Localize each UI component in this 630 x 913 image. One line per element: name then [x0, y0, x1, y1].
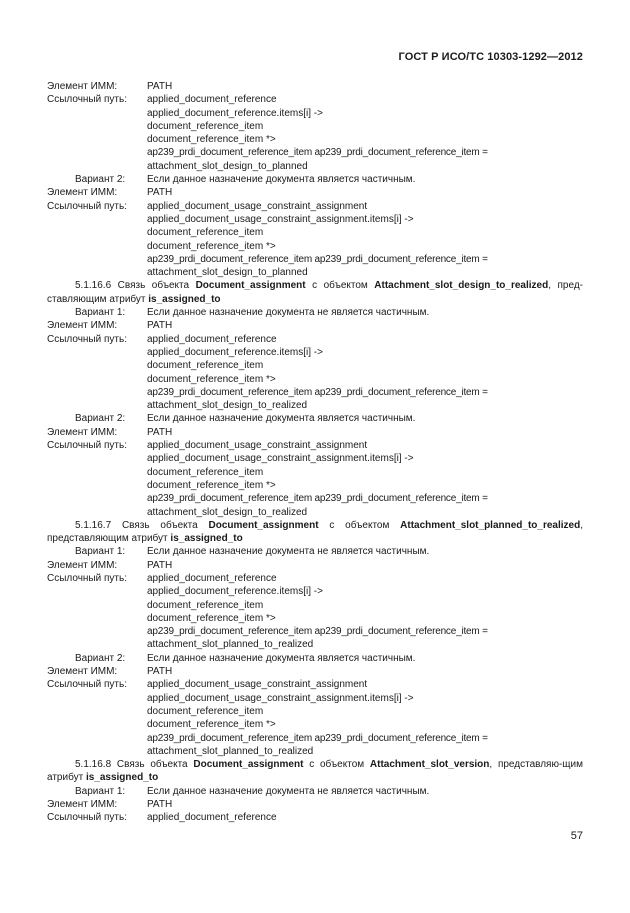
mapping-row	[47, 93, 583, 106]
path-value: PATH	[147, 799, 173, 811]
ref-path-line: document_reference_item *>	[147, 134, 276, 146]
ref-path-line: document_reference_item	[147, 466, 264, 478]
mapping-row	[47, 705, 583, 718]
path-value: PATH	[147, 187, 173, 199]
ref-path-line: document_reference_item	[147, 360, 264, 372]
element-label: Элемент ИММ:	[47, 426, 118, 438]
section-heading-5-1-16-7: 5.1.16.7 Связь объекта Document_assignment с объектом Attachment_slot_planned_to_realized, представляющим атрибут is_assigned_to	[47, 519, 583, 545]
ref-path-line: applied_document_reference.items[i] ->	[147, 107, 323, 119]
path-value: PATH	[147, 81, 173, 92]
document-header: ГОСТ Р ИСО/ТС 10303-1292—2012	[398, 51, 583, 63]
mapping-row	[47, 346, 583, 359]
ref-path-line: applied_document_reference.items[i] ->	[147, 586, 323, 598]
ref-path-line: applied_document_usage_constraint_assignment	[147, 200, 368, 212]
ref-path-line: document_reference_item	[147, 227, 264, 239]
mapping-row	[47, 266, 583, 279]
mapping-row	[47, 785, 583, 798]
mapping-row	[47, 386, 583, 399]
variant-text: Если данное назначение документа является частичным.	[147, 174, 416, 186]
mapping-row	[47, 625, 583, 638]
variant-label: Вариант 2:	[75, 413, 126, 425]
mapping-row	[47, 160, 583, 173]
ref-path-line: applied_document_usage_constraint_assignment	[147, 440, 368, 452]
ref-path-label: Ссылочный путь:	[47, 679, 127, 691]
mapping-row	[47, 426, 583, 439]
mapping-row	[47, 253, 583, 266]
mapping-row	[47, 412, 583, 425]
element-label: Элемент ИММ:	[47, 559, 118, 571]
ref-path-line: document_reference_item	[147, 705, 264, 717]
element-label: Элемент ИММ:	[47, 81, 118, 92]
mapping-row	[47, 612, 583, 625]
ref-path-line: applied_document_usage_constraint_assignment.items[i] ->	[147, 692, 414, 704]
variant-text: Если данное назначение документа не является частичным.	[147, 785, 430, 797]
path-value: PATH	[147, 426, 173, 438]
mapping-row	[47, 213, 583, 226]
element-label: Элемент ИММ:	[47, 187, 118, 199]
element-label: Элемент ИММ:	[47, 799, 118, 811]
mapping-row	[47, 133, 583, 146]
ref-path-label: Ссылочный путь:	[47, 94, 127, 106]
ref-path-line: ap239_prdi_document_reference_item ap239_prdi_document_reference_item =	[147, 732, 488, 744]
mapping-row	[47, 146, 583, 159]
element-label: Элемент ИММ:	[47, 666, 118, 678]
ref-path-label: Ссылочный путь:	[47, 200, 127, 212]
mapping-row	[47, 80, 583, 93]
ref-path-line: attachment_slot_design_to_planned	[147, 267, 308, 279]
variant-text: Если данное назначение документа является частичным.	[147, 652, 416, 664]
mapping-row	[47, 652, 583, 665]
ref-path-line: applied_document_reference	[147, 94, 277, 106]
mapping-row	[47, 319, 583, 332]
mapping-row	[47, 107, 583, 120]
mapping-row	[47, 466, 583, 479]
mapping-row	[47, 732, 583, 745]
ref-path-line: document_reference_item *>	[147, 719, 276, 731]
ref-path-line: ap239_prdi_document_reference_item ap239_prdi_document_reference_item =	[147, 493, 488, 505]
ref-path-line: document_reference_item	[147, 120, 264, 132]
mapping-row	[47, 399, 583, 412]
mapping-row	[47, 559, 583, 572]
mapping-row	[47, 585, 583, 598]
ref-path-line: attachment_slot_design_to_realized	[147, 400, 308, 412]
ref-path-line: applied_document_usage_constraint_assignment	[147, 679, 368, 691]
path-value: PATH	[147, 320, 173, 332]
variant-text: Если данное назначение документа не является частичным.	[147, 546, 430, 558]
ref-path-label: Ссылочный путь:	[47, 333, 127, 345]
mapping-row	[47, 452, 583, 465]
mapping-row	[47, 359, 583, 372]
ref-path-line: attachment_slot_planned_to_realized	[147, 745, 314, 757]
mapping-row	[47, 545, 583, 558]
section-heading-5-1-16-6: 5.1.16.6 Связь объекта Document_assignment с объектом Attachment_slot_design_to_realized, пред-ставляющим атрибут is_assigned_to	[47, 280, 583, 305]
ref-path-line: ap239_prdi_document_reference_item ap239_prdi_document_reference_item =	[147, 147, 488, 159]
ref-path-line: ap239_prdi_document_reference_item ap239_prdi_document_reference_item =	[147, 253, 488, 265]
mapping-row	[47, 798, 583, 811]
mapping-row	[47, 811, 583, 824]
mapping-row	[47, 373, 583, 386]
mapping-row	[47, 665, 583, 678]
ref-path-line: applied_document_reference	[147, 333, 277, 345]
page-content	[47, 80, 583, 825]
mapping-row	[47, 638, 583, 651]
mapping-row	[47, 173, 583, 186]
variant-text: Если данное назначение документа не является частичным.	[147, 307, 430, 319]
mapping-row	[47, 692, 583, 705]
ref-path-line: ap239_prdi_document_reference_item ap239_prdi_document_reference_item =	[147, 626, 488, 638]
ref-path-line: applied_document_usage_constraint_assignment.items[i] ->	[147, 213, 414, 225]
path-value: PATH	[147, 559, 173, 571]
element-label: Элемент ИММ:	[47, 320, 118, 332]
ref-path-line: ap239_prdi_document_reference_item ap239_prdi_document_reference_item =	[147, 386, 488, 398]
page-number: 57	[570, 830, 583, 842]
mapping-row	[47, 572, 583, 585]
mapping-row	[47, 333, 583, 346]
variant-label: Вариант 2:	[75, 652, 126, 664]
path-value: PATH	[147, 666, 173, 678]
mapping-row	[47, 439, 583, 452]
mapping-row	[47, 599, 583, 612]
variant-text: Если данное назначение документа является частичным.	[147, 413, 416, 425]
mapping-row	[47, 306, 583, 319]
ref-path-line: document_reference_item *>	[147, 612, 276, 624]
variant-label: Вариант 2:	[75, 174, 126, 186]
ref-path-line: attachment_slot_design_to_planned	[147, 160, 308, 172]
ref-path-line: document_reference_item *>	[147, 373, 276, 385]
ref-path-line: applied_document_usage_constraint_assignment.items[i] ->	[147, 453, 414, 465]
variant-label: Вариант 1:	[75, 546, 126, 558]
mapping-row	[47, 745, 583, 758]
ref-path-line: applied_document_reference	[147, 812, 277, 824]
mapping-row	[47, 240, 583, 253]
ref-path-label: Ссылочный путь:	[47, 812, 127, 824]
ref-path-line: document_reference_item *>	[147, 479, 276, 491]
ref-path-line: document_reference_item	[147, 599, 264, 611]
mapping-row	[47, 120, 583, 133]
mapping-row	[47, 718, 583, 731]
ref-path-label: Ссылочный путь:	[47, 572, 127, 584]
ref-path-line: applied_document_reference.items[i] ->	[147, 346, 323, 358]
variant-label: Вариант 1:	[75, 307, 126, 319]
ref-path-label: Ссылочный путь:	[47, 440, 127, 452]
mapping-row	[47, 186, 583, 199]
ref-path-line: attachment_slot_planned_to_realized	[147, 639, 314, 651]
ref-path-line: attachment_slot_design_to_realized	[147, 506, 308, 518]
mapping-row	[47, 479, 583, 492]
mapping-row	[47, 226, 583, 239]
section-heading-5-1-16-8: 5.1.16.8 Связь объекта Document_assignment с объектом Attachment_slot_version, представляю-щим атрибут is_assigned_to	[47, 759, 583, 784]
mapping-row	[47, 506, 583, 519]
mapping-row	[47, 492, 583, 505]
mapping-row	[47, 200, 583, 213]
ref-path-line: applied_document_reference	[147, 572, 277, 584]
variant-label: Вариант 1:	[75, 785, 126, 797]
ref-path-line: document_reference_item *>	[147, 240, 276, 252]
mapping-row	[47, 678, 583, 691]
